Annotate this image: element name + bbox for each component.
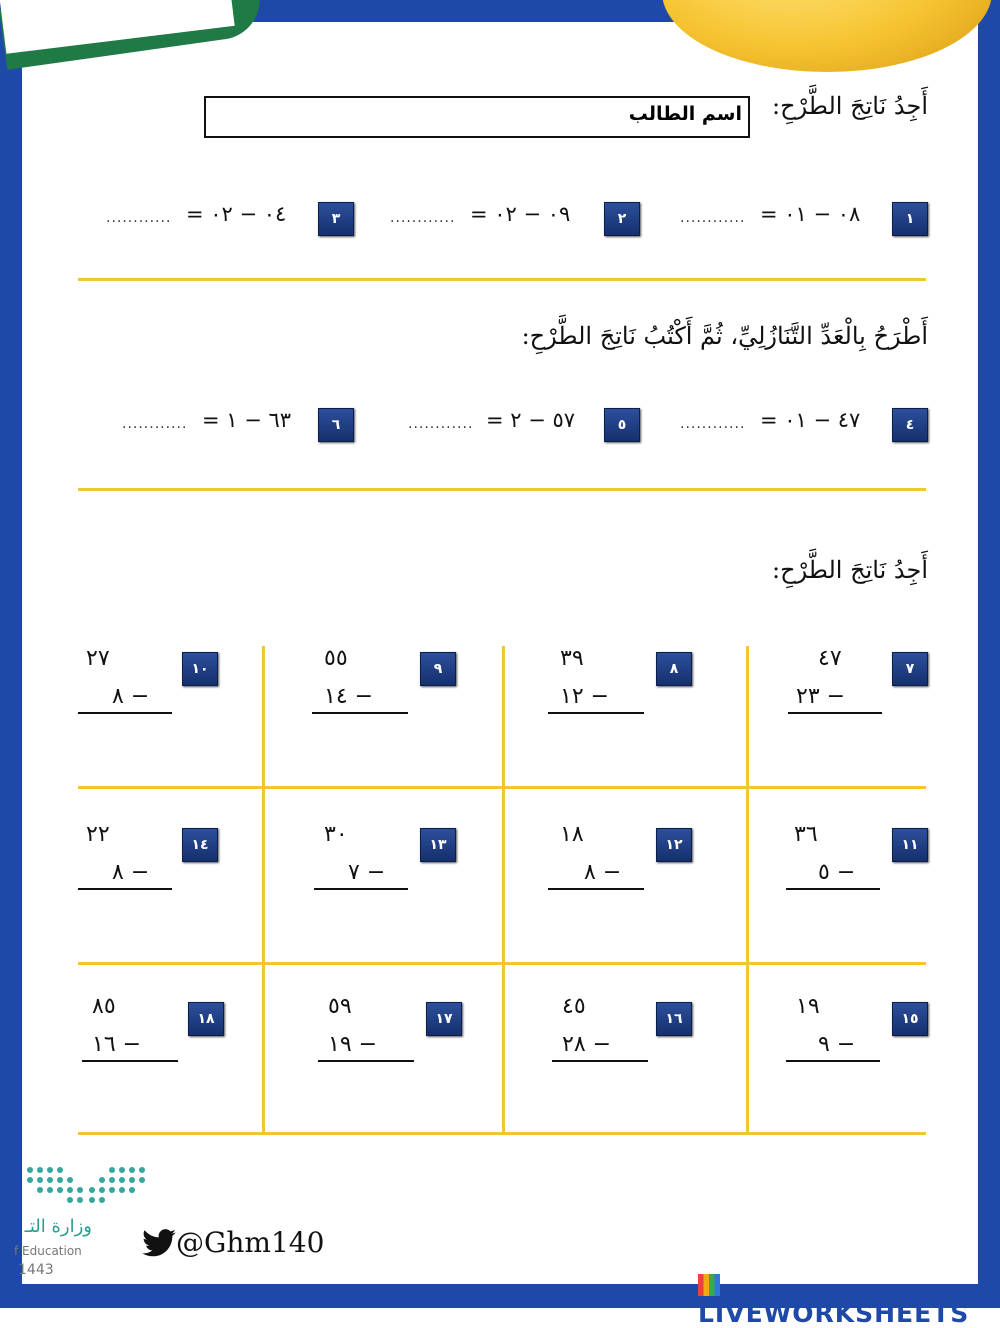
answer-blank-2[interactable]: ............ — [390, 210, 456, 226]
question-2-expression — [470, 202, 570, 226]
q10-bottom: ٨ − — [112, 684, 150, 709]
q9-top: ٥٥ — [324, 646, 348, 671]
q13-underline — [314, 888, 408, 890]
question-badge-5: ٥ — [604, 408, 640, 442]
question-badge-4: ٤ — [892, 408, 928, 442]
q17-top: ٥٩ — [328, 994, 352, 1019]
q17-bottom: ١٩ − — [328, 1032, 378, 1057]
question-badge-8: ٨ — [656, 652, 692, 686]
q7-underline — [788, 712, 882, 714]
q8-underline — [548, 712, 644, 714]
grid-hline-3 — [78, 1132, 926, 1135]
question-badge-10: ١٠ — [182, 652, 218, 686]
q5-expr: ٧٥ − ٢ = — [486, 408, 576, 432]
question-badge-14: ١٤ — [182, 828, 218, 862]
section-divider-2 — [78, 488, 926, 491]
question-badge-6: ٦ — [318, 408, 354, 442]
q12-underline — [548, 888, 644, 890]
worksheet-page — [14, 22, 978, 1328]
grid-vline-1 — [262, 646, 265, 1132]
section3-title: أَجِدُ نَاتِجَ الطَّرْحِ: — [771, 556, 928, 584]
question-badge-18: ١٨ — [188, 1002, 224, 1036]
ministry-year: 1443 — [18, 1262, 54, 1278]
q16-underline — [552, 1060, 648, 1062]
q6-expr: ٣٦ − ١ = — [202, 408, 292, 432]
question-4-expression — [760, 408, 860, 432]
question-badge-17: ١٧ — [426, 1002, 462, 1036]
q2-expr: ٩٠ − ٢٠ = — [470, 202, 571, 226]
question-badge-7: ٧ — [892, 652, 928, 686]
question-5-expression — [486, 408, 575, 432]
liveworksheets-logo-icon — [698, 1274, 720, 1296]
answer-blank-5[interactable]: ............ — [408, 416, 474, 432]
ministry-logo — [14, 1162, 162, 1282]
student-name-label: اسم الطالب — [628, 103, 742, 125]
q7-top: ٤٧ — [818, 646, 842, 671]
twitter-handle[interactable] — [142, 1226, 324, 1259]
grid-vline-2 — [502, 646, 505, 1132]
q13-top: ٣٠ — [324, 822, 348, 847]
q4-expr: ٧٤ − ١٠ = — [760, 408, 861, 432]
q11-bottom: ٥ − — [818, 860, 856, 885]
q9-underline — [312, 712, 408, 714]
q11-top: ٣٦ — [794, 822, 818, 847]
question-badge-12: ١٢ — [656, 828, 692, 862]
question-badge-3: ٣ — [318, 202, 354, 236]
q7-bottom: ٢٣ − — [796, 684, 846, 709]
ministry-name-ar: وزارة التـ — [24, 1216, 92, 1237]
twitter-bird-icon — [142, 1229, 176, 1257]
q11-underline — [786, 888, 880, 890]
q12-bottom: ٨ − — [584, 860, 622, 885]
question-badge-9: ٩ — [420, 652, 456, 686]
question-badge-1: ١ — [892, 202, 928, 236]
q18-underline — [82, 1060, 178, 1062]
liveworksheets-watermark[interactable] — [698, 1270, 978, 1328]
section2-title: أَطْرَحُ بِالْعَدِّ التَّنَازُلِيِّ، ثُمَّ أَكْتُبُ نَاتِجَ الطَّرْحِ: — [521, 322, 928, 350]
answer-blank-3[interactable]: ............ — [106, 210, 172, 226]
question-badge-2: ٢ — [604, 202, 640, 236]
q14-top: ٢٢ — [86, 822, 110, 847]
q10-top: ٢٧ — [86, 646, 110, 671]
grid-hline-2 — [78, 962, 926, 965]
question-badge-15: ١٥ — [892, 1002, 928, 1036]
question-badge-16: ١٦ — [656, 1002, 692, 1036]
ministry-name-en: f Education — [14, 1244, 82, 1258]
q15-top: ١٩ — [796, 994, 820, 1019]
q1-expr: ٨٠ − ١٠ = — [760, 202, 861, 226]
question-1-expression — [760, 202, 860, 226]
liveworksheets-text: LIVEWORKSHEETS — [698, 1299, 970, 1328]
q18-bottom: ١٦ − — [92, 1032, 142, 1057]
q10-underline — [78, 712, 172, 714]
answer-blank-4[interactable]: ............ — [680, 416, 746, 432]
q14-bottom: ٨ − — [112, 860, 150, 885]
grid-vline-3 — [746, 646, 749, 1132]
q18-top: ٨٥ — [92, 994, 116, 1019]
section1-title: أَجِدُ نَاتِجَ الطَّرْحِ: — [771, 92, 928, 120]
q17-underline — [318, 1060, 414, 1062]
question-badge-11: ١١ — [892, 828, 928, 862]
q8-top: ٣٩ — [560, 646, 584, 671]
q15-bottom: ٩ − — [818, 1032, 856, 1057]
q13-bottom: ٧ − — [348, 860, 386, 885]
ministry-dots-icon — [22, 1162, 162, 1212]
q9-bottom: ١٤ − — [324, 684, 374, 709]
decor-gold-arc — [662, 0, 992, 72]
question-3-expression — [186, 202, 286, 226]
q12-top: ١٨ — [560, 822, 584, 847]
q16-top: ٤٥ — [562, 994, 586, 1019]
q14-underline — [78, 888, 172, 890]
q16-bottom: ٢٨ − — [562, 1032, 612, 1057]
answer-blank-6[interactable]: ............ — [122, 416, 188, 432]
grid-hline-1 — [78, 786, 926, 789]
question-badge-13: ١٣ — [420, 828, 456, 862]
answer-blank-1[interactable]: ............ — [680, 210, 746, 226]
question-6-expression — [202, 408, 291, 432]
q3-expr: ٤٠ − ٢٠ = — [186, 202, 287, 226]
q8-bottom: ١٢ − — [560, 684, 610, 709]
twitter-handle-text: @Ghm140 — [176, 1226, 325, 1259]
student-name-field[interactable] — [204, 96, 750, 138]
q15-underline — [786, 1060, 880, 1062]
section-divider-1 — [78, 278, 926, 281]
